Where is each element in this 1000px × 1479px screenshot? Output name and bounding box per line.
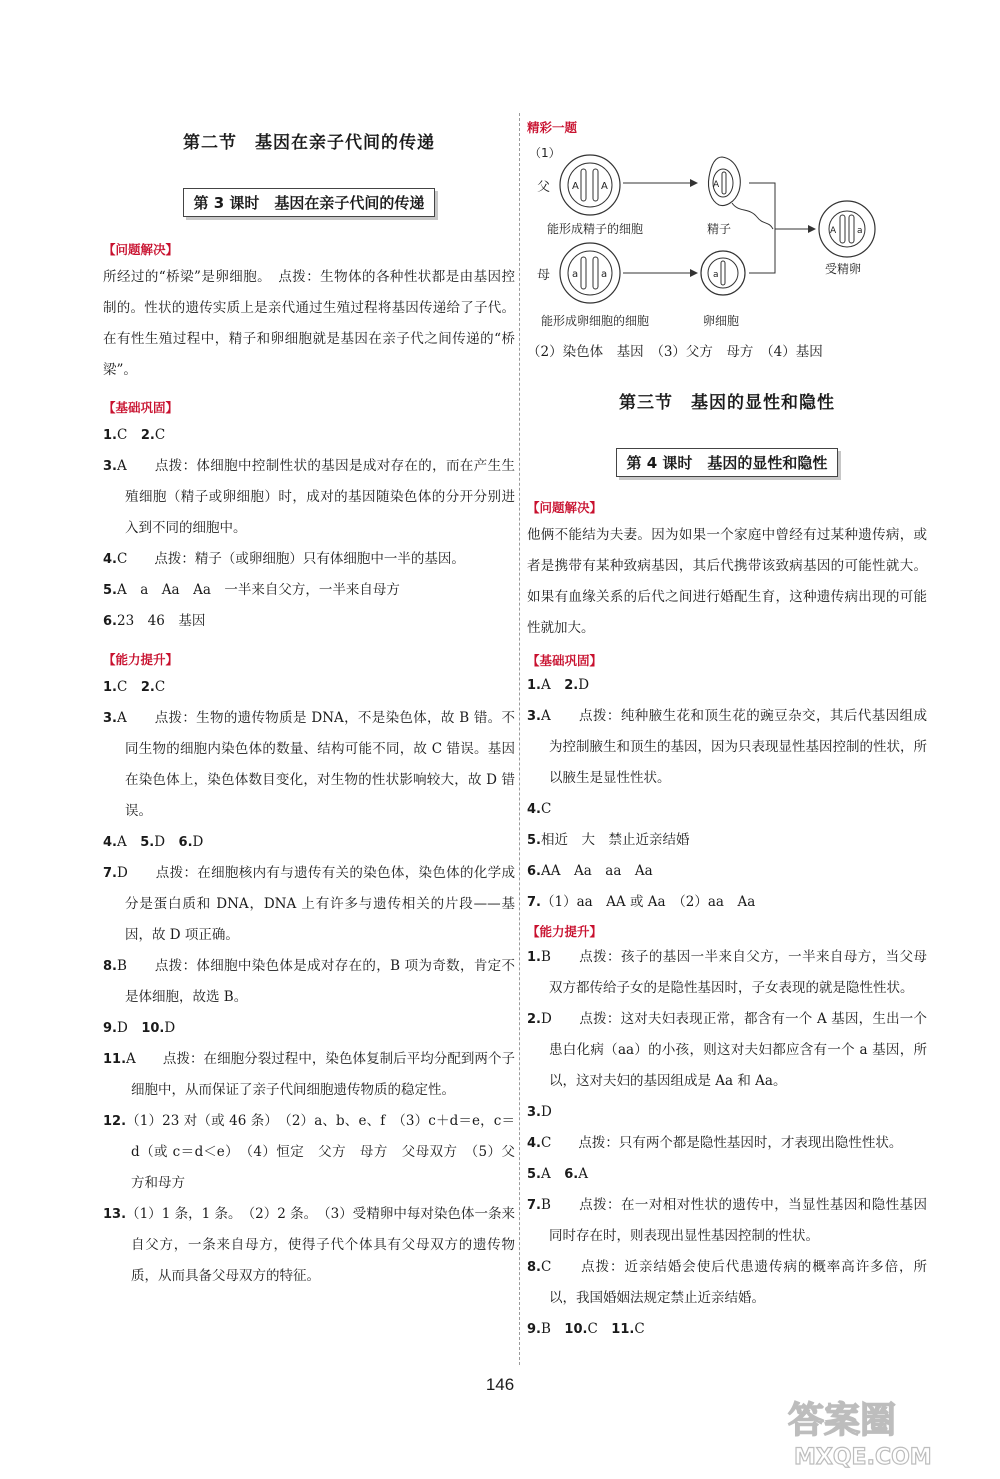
item-text: （1）23 对（或 46 条） （2）a、b、e、f （3）c＋d＝e，c＝d（或 c＝d＜e） （4）恒定 父方 母方 父母双方 （5）父方和母方 [126,1113,515,1191]
item-text: D [154,834,179,850]
problem-tag: 【问题解决】 [103,242,179,257]
item-number: 3. [527,709,541,724]
basic-tag: 【基础巩固】 [527,653,603,668]
answer-item [103,951,515,1013]
answer-item [103,672,515,703]
item-number: 7. [527,1198,541,1213]
item-text: C [154,427,166,443]
item-text: D 点拨：这对夫妇表现正常，都含有一个 A 基因，生出一个患白化病（aa）的小孩，则这对夫妇都应含有一个 a 基因，所以，这对夫妇的基因组成是 Aa 和 Aa。 [540,1011,927,1089]
basic-tag: 【基础巩固】 [103,400,179,415]
answer-item [103,827,515,858]
answer-item [103,858,515,951]
problem-text: 他俩不能结为夫妻。因为如果一个家庭中曾经有过某种遗传病，或者是携带有某种致病基因，其后代携带该致病基因的可能性就大。如果有血缘关系的后代之间进行婚配生育，这种遗传病出现的可能性就加大。 [527,527,927,636]
gene-label: a [857,226,863,236]
highlight-answer: （2）染色体 基因 （3）父方 母方 （4）基因 [527,344,823,360]
item-text: A 点拨：体细胞中控制性状的基因是成对存在的，而在产生生殖细胞（精子或卵细胞）时，成对的基因随染色体的分开分别进入到不同的细胞中。 [116,458,515,536]
ability-tag: 【能力提升】 [527,924,603,939]
item-text: C [116,679,141,695]
answer-item [103,544,515,575]
item-text: A 点拨：纯种腋生花和顶生花的豌豆杂交，其后代基因组成为控制腋生和顶生的基因，因为只表现显性基因控制的性状，所以腋生是显性性状。 [540,708,927,786]
ability-list [103,672,515,1292]
answer-item [527,1314,927,1345]
gene-label: A [830,226,837,236]
answer-item [527,670,927,701]
gene-label: a [601,269,608,280]
item-text: （1）aa AA 或 Aa （2）aa Aa [540,894,756,910]
answer-item [527,794,927,825]
sperm-caption: 精子 [707,222,732,236]
gene-label: A [601,181,608,192]
watermark-top: 答案圈 [788,1400,897,1441]
answer-item [527,942,927,1004]
item-text: 相近 大 禁止近亲结婚 [540,832,690,848]
problem-text: 所经过的“桥梁”是卵细胞。 点拨：生物体的各种性状都是由基因控制的。性状的遗传实质上是亲代通过生殖过程将基因传递给了子代。在有性生殖过程中，精子和卵细胞就是基因在亲子代之间传递的“桥梁”。 [103,269,515,378]
page-number: 146 [485,1375,515,1394]
item-number: 1. [527,678,541,693]
item-number: 4. [103,552,117,567]
item-number: 3. [103,459,117,474]
answer-item [527,1004,927,1097]
item-number: 5. [527,1167,541,1182]
item-text: C [116,427,141,443]
item-text: A 点拨：在细胞分裂过程中，染色体复制后平均分配到两个子细胞中，从而保证了亲子代间细胞遗传物质的稳定性。 [126,1051,515,1098]
item-number: 1. [103,680,117,695]
item-text: B 点拨：孩子的基因一半来自父方，一半来自母方，当父母双方都传给子女的是隐性基因时，子女表现的就是隐性性状。 [540,949,927,996]
gene-label: a [713,270,719,280]
answer-item [527,856,927,887]
answer-item [527,1128,927,1159]
item-number: 10. [564,1322,588,1337]
watermark-logo [780,1390,960,1470]
ability-list [527,942,927,1345]
answer-item [103,420,515,451]
item-number: 2. [140,428,155,443]
item-text: C 点拨：只有两个都是隐性基因时，才表现出隐性性状。 [540,1135,903,1151]
item-text: 23 46 基因 [116,613,206,629]
item-number: 6. [103,614,117,629]
watermark-bottom: MXQE.COM [794,1445,932,1470]
lesson-title-box [527,448,927,477]
item-text: D [540,1104,552,1120]
answer-item [527,1252,927,1314]
item-number: 9. [527,1322,541,1337]
answer-item [103,703,515,827]
item-text: A [116,834,141,850]
item-number: 11. [611,1322,635,1337]
answer-item [527,1190,927,1252]
item-number: 10. [141,1021,165,1036]
item-number: 3. [103,711,117,726]
column-divider [519,113,520,1365]
section-title: 第二节 基因在亲子代间的传递 [183,133,435,153]
item-number: 8. [527,1260,541,1275]
item-text: B [540,1321,565,1337]
item-text: C [587,1321,612,1337]
item-number: 4. [527,1136,541,1151]
item-number: 2. [564,678,579,693]
item-number: 5. [140,835,155,850]
zygote-caption: 受精卵 [825,262,862,276]
item-number: 1. [527,950,541,965]
item-text: B 点拨：体细胞中染色体是成对存在的，B 项为奇数，肯定不是体细胞，故选 B。 [116,958,515,1005]
answer-item [103,451,515,544]
gene-label: a [572,269,579,280]
section-title: 第三节 基因的显性和隐性 [619,393,835,413]
lesson-title: 第 4 课时 基因的显性和隐性 [616,448,839,477]
item-number: 2. [140,680,155,695]
item-number: 6. [564,1167,579,1182]
item-text: D [192,834,204,850]
item-number: 6. [178,835,193,850]
item-text: B 点拨：在一对相对性状的遗传中，当显性基因和隐性基因同时存在时，则表现出显性基因控制的性状。 [540,1197,927,1244]
basic-list [527,670,927,918]
answer-item [103,1044,515,1106]
item-number: 6. [527,864,541,879]
egg-caption: 卵细胞 [703,314,740,328]
answer-item [527,825,927,856]
item-text: C 点拨：精子（或卵细胞）只有体细胞中一半的基因。 [116,551,465,567]
answer-item [103,1013,515,1044]
father-label: 父 [537,180,551,195]
item-number: 4. [103,835,117,850]
problem-tag: 【问题解决】 [527,500,603,515]
item-number: 1. [103,428,117,443]
lesson-title: 第 3 课时 基因在亲子代间的传递 [183,188,436,217]
item-text: （1）1 条，1 条。 （2）2 条。 （3）受精卵中每对染色体一条来自父方，一条来自母方，使得子代个体具有父母双方的遗传物质，从而具备父母双方的特征。 [126,1206,515,1284]
item-number: 5. [527,833,541,848]
item-text: A a Aa Aa 一半来自父方，一半来自母方 [116,582,400,598]
answer-item [103,575,515,606]
item-number: 9. [103,1021,117,1036]
item-number: 2. [527,1012,541,1027]
item-text: C [540,801,552,817]
answer-item [527,1159,927,1190]
answer-item [527,1097,927,1128]
answer-item [103,1199,515,1292]
item-number: 12. [103,1114,127,1129]
item-number: 5. [103,583,117,598]
answer-item [527,887,927,918]
item-number: 8. [103,959,117,974]
item-text: C [154,679,166,695]
item-text: A [578,1166,588,1182]
item-text: C 点拨：近亲结婚会使后代患遗传病的概率高许多倍，所以，我国婚姻法规定禁止近亲结婚。 [540,1259,927,1306]
item-text: D 点拨：在细胞核内有与遗传有关的染色体，染色体的化学成分是蛋白质和 DNA，DNA 上有许多与遗传相关的片段——基因，故 D 项正确。 [116,865,515,943]
mother-label: 母 [537,268,551,283]
sperm-cell-caption: 能形成精子的细胞 [547,222,644,236]
item-number: 3. [527,1105,541,1120]
answer-item [103,1106,515,1199]
egg-cell-caption: 能形成卵细胞的细胞 [541,314,650,328]
basic-list [103,420,515,637]
item-number: 13. [103,1207,127,1222]
highlight-tag: 精彩一题 [527,120,578,135]
item-text: A 点拨：生物的遗传物质是 DNA，不是染色体，故 B 错。不同生物的细胞内染色体的数量、结构可能不同，故 C 错误。基因在染色体上，染色体数目变化，对生物的性状影响较大，故 D 错误。 [116,710,515,819]
item-text: A [540,677,565,693]
gene-label: A [572,181,579,192]
item-number: 4. [527,802,541,817]
part-label: （1） [529,146,561,160]
item-number: 7. [527,895,541,910]
item-number: 11. [103,1052,127,1067]
item-number: 7. [103,866,117,881]
item-text: AA Aa aa Aa [540,863,653,879]
genetics-diagram [527,145,927,335]
item-text: C [634,1321,645,1337]
ability-tag: 【能力提升】 [103,652,179,667]
item-text: A [540,1166,565,1182]
item-text: D [164,1020,176,1036]
item-text: D [578,677,590,693]
item-text: D [116,1020,142,1036]
answer-item [527,701,927,794]
lesson-title-box [103,188,515,217]
gene-label: A [713,180,720,190]
answer-item [103,606,515,637]
